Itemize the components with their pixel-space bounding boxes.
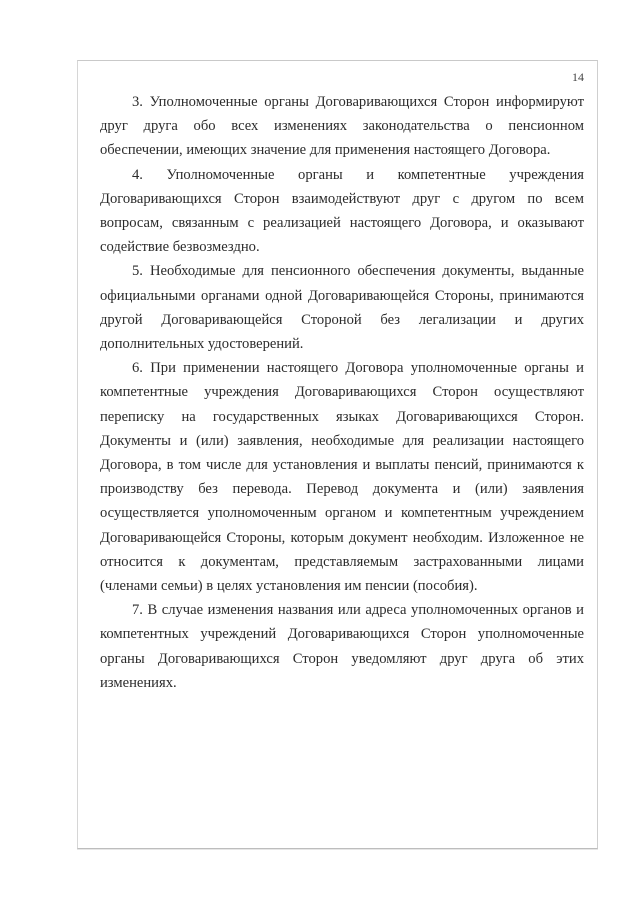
paragraph-6: 6. При применении настоящего Договора уполномоченные органы и компетентные учреждения Договаривающихся Сторон осуществляют переписку на государственных языках Договаривающихся Сторон. Документы и (или) заявления, необходимые для реализации настоящего Договора, в том числе для установления и выплаты пенсий, принимаются к производству без перевода. Перевод документа и (или) заявления осуществляется уполномоченным органом и компетентным учреждением Договаривающейся Стороны, которым документ необходим. Изложенное не относится к документам, представляемым застрахованными лицами (членами семьи) в целях установления им пенсии (пособия). <box>100 360 584 595</box>
paragraph-4: 4. Уполномоченные органы и компетентные учреждения Договаривающихся Сторон взаимодействуют друг с другом по всем вопросам, связанным с реализацией настоящего Договора, и оказывают содействие безвозмездно. <box>100 166 584 256</box>
paragraph-3: 3. Уполномоченные органы Договаривающихся Сторон информируют друг друга обо всех изменениях законодательства о пенсионном обеспечении, имеющих значение для применения настоящего Договора. <box>100 94 584 159</box>
paragraph-7: 7. В случае изменения названия или адреса уполномоченных органов и компетентных учреждений Договаривающихся Сторон уполномоченные органы Договаривающихся Сторон уведомляют друг друга об этих изменениях. <box>100 602 584 691</box>
document-body <box>100 90 584 695</box>
page-number: 14 <box>572 70 584 84</box>
paragraph-5: 5. Необходимые для пенсионного обеспечения документы, выданные официальными органами одной Договаривающейся Стороны, принимаются другой Договаривающейся Стороной без легализации и других дополнительных удостоверений. <box>100 263 584 353</box>
